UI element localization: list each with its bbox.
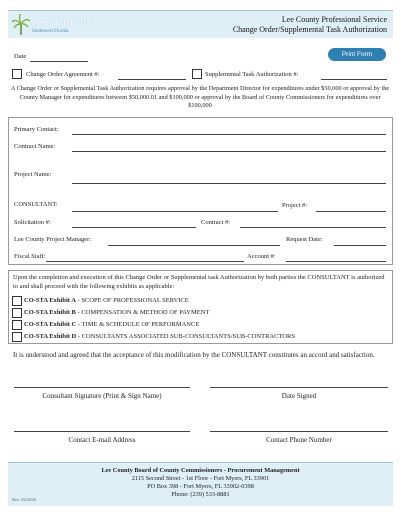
exhibit-b-checkbox[interactable] — [12, 308, 22, 318]
project-name-field[interactable] — [72, 183, 386, 184]
date-label: Date — [14, 53, 27, 60]
lee-county-logo — [12, 13, 102, 37]
fiscal-staff-field[interactable] — [46, 261, 244, 262]
fiscal-staff-label: Fiscal Staff: — [14, 253, 46, 260]
contact-email-field[interactable] — [14, 431, 190, 432]
form-header — [8, 10, 393, 38]
primary-contact-label: Primary Contact: — [14, 126, 59, 133]
revision-date: Rev. 02/2020 — [12, 497, 36, 502]
date-field[interactable] — [30, 61, 88, 62]
date-signed-field[interactable] — [210, 387, 388, 388]
solicitation-label: Solicitation #: — [14, 219, 51, 226]
project-name-label: Project Name: — [14, 171, 52, 178]
agreement-statement: It is understood and agreed that the acceptance of this modification by the CONSULTANT constitutes an accord and satisfaction. — [13, 351, 375, 359]
account-number-field[interactable] — [286, 261, 386, 262]
project-number-label: Project #: — [282, 202, 308, 209]
contract-number-field[interactable] — [240, 227, 386, 228]
logo-subtitle: Southwest Florida — [32, 29, 69, 34]
consultant-signature-label: Consultant Signature (Print & Sign Name) — [42, 392, 162, 400]
contact-email-label: Contact E-mail Address — [68, 436, 136, 444]
change-order-number-field[interactable] — [118, 79, 186, 80]
exhibit-a-label: CO-STA Exhibit A - SCOPE OF PROFESSIONAL SERVICE — [24, 297, 189, 304]
supplemental-number-field[interactable] — [321, 79, 387, 80]
primary-contact-field[interactable] — [72, 134, 386, 135]
contact-phone-label: Contact Phone Number — [266, 436, 332, 444]
solicitation-field[interactable] — [72, 227, 196, 228]
consultant-field[interactable] — [72, 211, 278, 212]
request-date-field[interactable] — [334, 245, 386, 246]
change-order-checkbox[interactable] — [12, 69, 22, 79]
contact-phone-field[interactable] — [210, 431, 388, 432]
account-number-label: Account #: — [247, 253, 276, 260]
change-order-label: Change Order Agreement #: — [26, 71, 100, 78]
supplemental-label: Supplemental Task Authorization #: — [205, 71, 299, 78]
exhibit-b-label: CO-STA Exhibit B - COMPENSATION & METHOD OF PAYMENT — [24, 309, 210, 316]
form-title-line2: Change Order/Supplemental Task Authorization — [232, 25, 387, 34]
project-manager-label: Lee County Project Manager: — [14, 236, 92, 243]
approval-notice: A Change Order or Supplemental Task Authorization requires approval by the Department Director for expenditures under $50,000 or approval by the County Manager for expenditures between $50,000.01 and $100,000 or approval by the Board of County Commissioners for expenditures over $100,000 — [10, 85, 390, 109]
exhibit-d-checkbox[interactable] — [12, 332, 22, 342]
supplemental-checkbox[interactable] — [192, 69, 202, 79]
exhibits-intro: Upon the completion and execution of this Change Order or Supplemental task Authorization by both parties the CONSULTANT is authorized to and shall proceed with the following exhibits as applicable: — [13, 274, 385, 290]
footer-address: 2115 Second Street - 1st Floor - Fort Myers, FL 33901 — [131, 475, 270, 482]
contract-name-field[interactable] — [72, 151, 386, 152]
exhibit-a-checkbox[interactable] — [12, 296, 22, 306]
consultant-signature-field[interactable] — [14, 387, 190, 388]
palm-tree-icon — [12, 14, 30, 36]
contract-name-label: Contract Name: — [14, 143, 56, 150]
consultant-label: CONSULTANT: — [14, 201, 58, 208]
footer-org: Lee County Board of County Commissioners - Procurement Management — [101, 467, 300, 474]
date-signed-label: Date Signed — [281, 392, 317, 400]
exhibit-c-checkbox[interactable] — [12, 320, 22, 330]
exhibit-c-label: CO-STA Exhibit C - TIME & SCHEDULE OF PERFORMANCE — [24, 321, 200, 328]
footer-phone: Phone: (239) 533-8881 — [171, 491, 230, 498]
footer-po-box: PO Box 398 - Fort Myers, FL 33902-0398 — [147, 483, 254, 490]
request-date-label: Request Date: — [286, 236, 323, 243]
form-title — [233, 15, 387, 35]
print-form-button[interactable]: Print Form — [328, 48, 386, 61]
exhibit-d-label: CO-STA Exhibit D - CONSULTANTS ASSOCIATED SUB-CONSULTANTS/SUB-CONTRACTORS — [24, 333, 295, 340]
form-title-line1: Lee County Professional Service — [281, 15, 387, 24]
contract-number-label: Contract #: — [201, 219, 231, 226]
form-footer — [8, 462, 393, 506]
logo-text: Lee County — [32, 14, 94, 29]
project-number-field[interactable] — [316, 211, 386, 212]
project-manager-field[interactable] — [108, 245, 280, 246]
